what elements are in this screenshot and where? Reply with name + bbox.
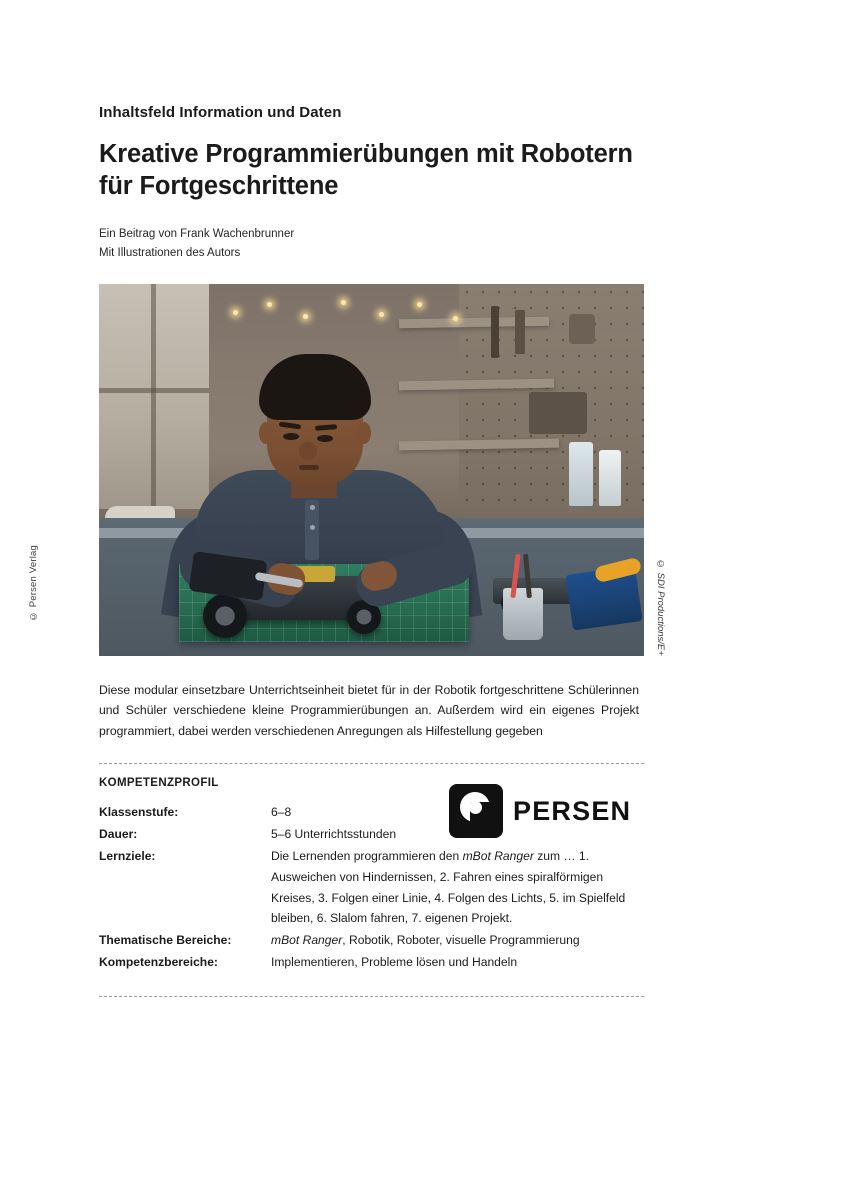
photo-window-mullion-h — [99, 388, 209, 393]
row-value: mBot Ranger, Robotik, Roboter, visuelle Programmierung — [271, 933, 580, 948]
subject-field-line: Inhaltsfeld Information und Daten — [99, 104, 342, 121]
photo-bottle — [569, 442, 593, 506]
row-label: Klassenstufe: — [99, 805, 179, 820]
persen-logo-dot — [469, 801, 482, 814]
byline-illustrations: Mit Illustrationen des Autors — [99, 246, 241, 259]
page-title: Kreative Programmierübungen mit Robotern für Fortgeschrittene — [99, 140, 633, 201]
photo-pen-cup — [503, 588, 543, 640]
photo-boy-ear-right — [357, 422, 371, 444]
row-label: Thematische Bereiche: — [99, 933, 232, 948]
table-row — [99, 952, 644, 974]
competence-profile-heading: KOMPETENZPROFIL — [99, 777, 219, 790]
photo-hanging-tool — [569, 314, 595, 344]
photo-boy-eyebrow-right — [315, 424, 337, 431]
persen-logo — [449, 784, 649, 838]
publisher-credit-vertical: © Persen Verlag — [28, 545, 39, 622]
divider-top — [99, 763, 644, 764]
competence-profile — [99, 795, 644, 973]
photo-boy-mouth — [299, 465, 319, 470]
photo-credit: © SDI Productions/E+ — [655, 558, 666, 656]
table-row — [99, 846, 644, 930]
persen-logo-text: PERSEN — [513, 795, 632, 826]
cover-photo — [99, 284, 644, 656]
row-value: 5–6 Unterrichtsstunden — [271, 827, 397, 842]
row-value: 6–8 — [271, 805, 292, 820]
photo-boy-eye-right — [317, 435, 333, 442]
document-page — [99, 0, 666, 997]
photo-storage-box — [529, 392, 587, 434]
cover-photo-wrapper — [99, 284, 666, 656]
row-label: Lernziele: — [99, 849, 156, 864]
photo-boy-nose — [299, 442, 317, 460]
row-label: Dauer: — [99, 827, 138, 842]
photo-boy-ear-left — [259, 422, 273, 444]
persen-logo-mark — [449, 784, 503, 838]
row-label: Kompetenzbereiche: — [99, 955, 218, 970]
photo-shirt-button — [310, 525, 315, 530]
row-value: Die Lernenden programmieren den mBot Ranger zum … 1. Ausweichen von Hindernissen, 2. Fahren eines spiralförmigen Kreises, 3. Folgen einer Linie, 4. Folgen des Lichts, 5. im Spielfeld bleiben, 6. Slalom fahren, 7. eigenen Projekt. — [271, 849, 626, 926]
photo-hanging-tool — [515, 310, 525, 354]
photo-hanging-tool — [491, 306, 499, 358]
photo-fairy-lights — [229, 296, 479, 336]
photo-robot-wheel — [203, 594, 247, 638]
photo-bottle — [599, 450, 621, 506]
photo-boy-eye-left — [283, 433, 299, 440]
photo-shirt-button — [310, 505, 315, 510]
divider-bottom — [99, 996, 644, 997]
lead-paragraph: Diese modular einsetzbare Unterrichtseinheit bietet für in der Robotik fortgeschrittene Schülerinnen und Schüler verschiedene kleine Programmierübungen an. Außerdem wird ein eigenes Projekt programmiert, dabei werden verschiedenen Anregungen als Hilfestellung gegeben — [99, 682, 639, 739]
photo-window-mullion-v — [151, 284, 156, 509]
byline — [99, 225, 644, 262]
table-row — [99, 930, 644, 952]
byline-author: Ein Beitrag von Frank Wachenbrunner — [99, 228, 295, 241]
row-value: Implementieren, Probleme lösen und Handeln — [271, 955, 518, 970]
